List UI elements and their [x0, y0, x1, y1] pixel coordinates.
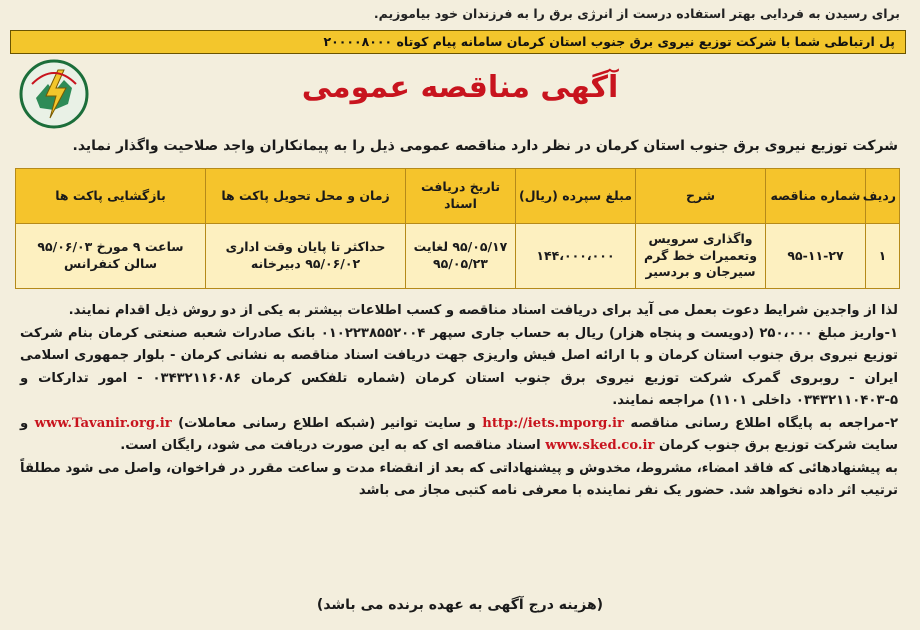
cell-tender-number: ۹۵-۱۱-۲۷ [766, 224, 866, 289]
sked-link[interactable]: www.sked.co.ir [545, 438, 655, 453]
table-header-row [16, 169, 900, 224]
ad-cost-note: (هزینه درج آگهی به عهده برنده می باشد) [316, 597, 604, 613]
method-two-paragraph [20, 413, 898, 458]
method-two-text-b: و سایت توانیر (شبکه اطلاع رسانی معاملات) [171, 415, 483, 431]
header-description: شرح [636, 169, 766, 224]
header-tender-number: شماره مناقصه [766, 169, 866, 224]
energy-slogan: برای رسیدن به فردایی بهتر استفاده درست از انرژی برق را به فرزندان خود بیاموزیم. [373, 6, 900, 21]
header-opening: بازگشایی پاکت ها [16, 169, 206, 224]
header-delivery: زمان و محل تحویل پاکت ها [206, 169, 406, 224]
cell-description: واگذاری سرویس وتعمیرات خط گرم سیرجان و بردسیر [636, 224, 766, 289]
table-row [16, 224, 900, 289]
intro-text: شرکت توزیع نیروی برق جنوب استان کرمان در نظر دارد مناقصه عمومی ذیل را به پیمانکاران واجد صلاحیت واگذار نماید. [72, 138, 898, 154]
header-deposit: مبلغ سپرده (ریال) [516, 169, 636, 224]
invitation-paragraph: لذا از واجدین شرایط دعوت بعمل می آید برای دریافت اسناد مناقصه و کسب اطلاعات بیشتر به یکی از دو روش ذیل اقدام نمایند. [68, 303, 898, 318]
iets-link[interactable]: http://iets.mporg.ir [482, 415, 624, 431]
tavanir-link[interactable]: www.Tavanir.org.ir [34, 415, 172, 431]
sms-contact-bar: پل ارتباطی شما با شرکت توزیع نیروی برق جنوب استان کرمان سامانه پیام کوتاه ۲۰۰۰۰۸۰۰۰ [10, 30, 906, 54]
header-receive-date: تاریخ دریافت اسناد [406, 169, 516, 224]
cell-receive-date: ۹۵/۰۵/۱۷ لغایت ۹۵/۰۵/۲۳ [406, 224, 516, 289]
header-row-number: ردیف [866, 169, 900, 224]
conditions-paragraph: به پیشنهادهائی که فاقد امضاء، مشروط، مخدوش و پیشنهاداتی که بعد از انقضاء مدت و ساعت مقرر در فراخوان، واصل می شود مطلقاً ترتیب اثر داده نخواهد شد. حضور یک نفر نماینده با معرفی نامه کتبی مجاز می باشد [20, 460, 898, 498]
method-two-text-d: اسناد مناقصه ای که به این صورت دریافت می شود، رایگان است. [120, 438, 546, 453]
cell-deposit: ۱۴۴،۰۰۰،۰۰۰ [516, 224, 636, 289]
notice-body [20, 300, 898, 503]
method-one-paragraph: ۱-واریز مبلغ ۲۵۰،۰۰۰ (دویست و پنجاه هزار) ریال به حساب جاری سپهر ۰۱۰۲۲۳۸۵۵۲۰۰۴ بانک صادرات شعبه صنعتی کرمان بنام شرکت توزیع نیروی برق جنوب استان کرمان و با ارائه اصل فیش واریزی جهت دریافت اسناد مناقصه به نشانی کرمان - بلوار جمهوری اسلامی ایران - روبروی گمرک شرکت توزیع نیروی برق جنوب استان کرمان (شماره تلفکس کرمان ۰۳۴۳۲۱۱۶۰۸۶ - امور تدارکات و ۵-۰۳۴۳۲۱۱۰۴۰۳ داخلی ۱۱۰۱) مراجعه نمایند. [20, 325, 898, 408]
method-two-text-a: ۲-مراجعه به پایگاه اطلاع رسانی مناقصه [623, 415, 898, 431]
cell-row-number: ۱ [866, 224, 900, 289]
notice-title: آگهی مناقصه عمومی [301, 70, 619, 105]
method-two-text-c: و سایت شرکت توزیع برق جنوب کرمان [20, 415, 898, 453]
cell-opening: ساعت ۹ مورخ ۹۵/۰۶/۰۳ سالن کنفرانس [16, 224, 206, 289]
tender-table [15, 168, 900, 289]
cell-delivery: حداکثر تا پایان وقت اداری ۹۵/۰۶/۰۲ دبیرخانه [206, 224, 406, 289]
